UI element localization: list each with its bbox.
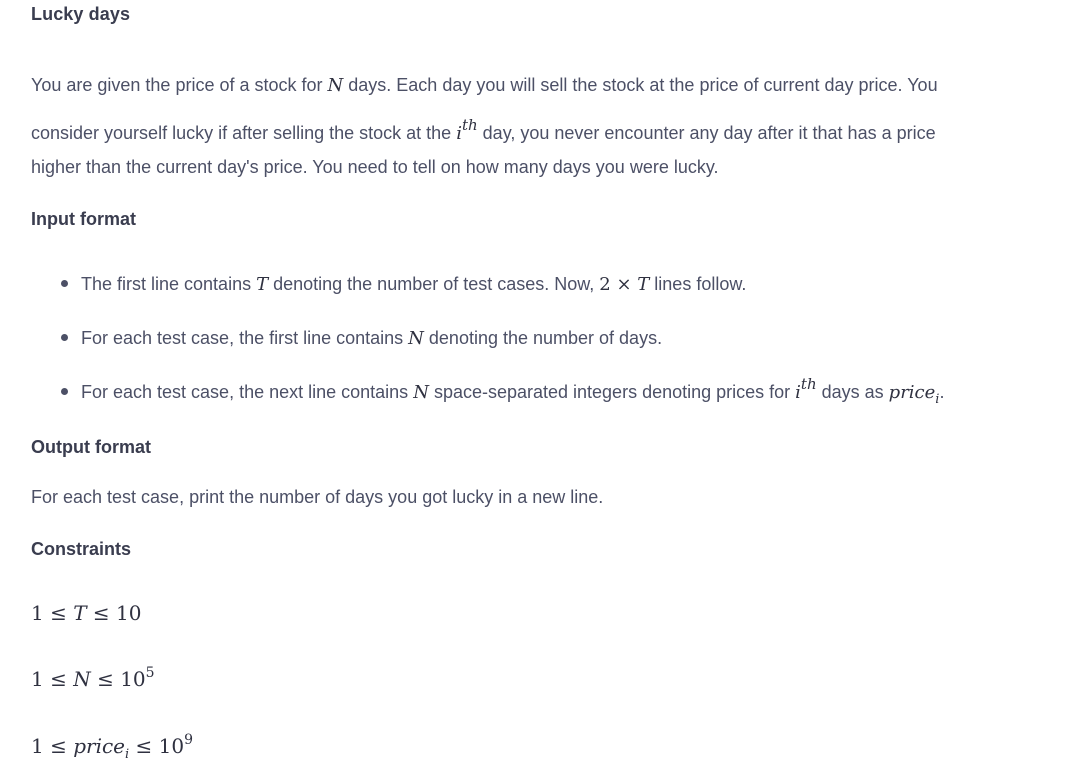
output-format-heading: Output format <box>31 437 151 457</box>
input-item-1: The first line contains T denoting the number of test cases. Now, 2 × T lines follow. <box>61 274 746 295</box>
constraint-t: 1 ≤ T ≤ 10 <box>31 601 142 625</box>
bullet-icon <box>61 334 68 341</box>
statement-line-2: consider yourself lucky if after selling the stock at the $i^{th}$ day, you never encounter any day after it that has a price <box>31 116 936 144</box>
constraint-price: 1 ≤ price$_i$ ≤ $10^9$ <box>31 732 194 762</box>
input-item-2: For each test case, the first line contains N denoting the number of days. <box>61 328 662 349</box>
statement-line-1: You are given the price of a stock for N days. Each day you will sell the stock at the price of current day price. You <box>31 75 938 96</box>
var-n: N <box>327 75 344 96</box>
constraint-n: $1 \le N \le 10^5$ <box>31 665 155 691</box>
problem-title: Lucky days <box>31 4 131 24</box>
constraints-heading: Constraints <box>31 539 132 559</box>
output-format-text: For each test case, print the number of days you got lucky in a new line. <box>31 487 604 507</box>
input-format-heading: Input format <box>31 209 136 229</box>
input-item-3: For each test case, the next line contains N space-separated integers denoting prices for $i^{th}$ days as price$_i$. <box>61 382 944 403</box>
statement-line-3: higher than the current day's price. You need to tell on how many days you were lucky. <box>31 157 719 177</box>
bullet-icon <box>61 280 68 287</box>
bullet-icon <box>61 388 68 395</box>
